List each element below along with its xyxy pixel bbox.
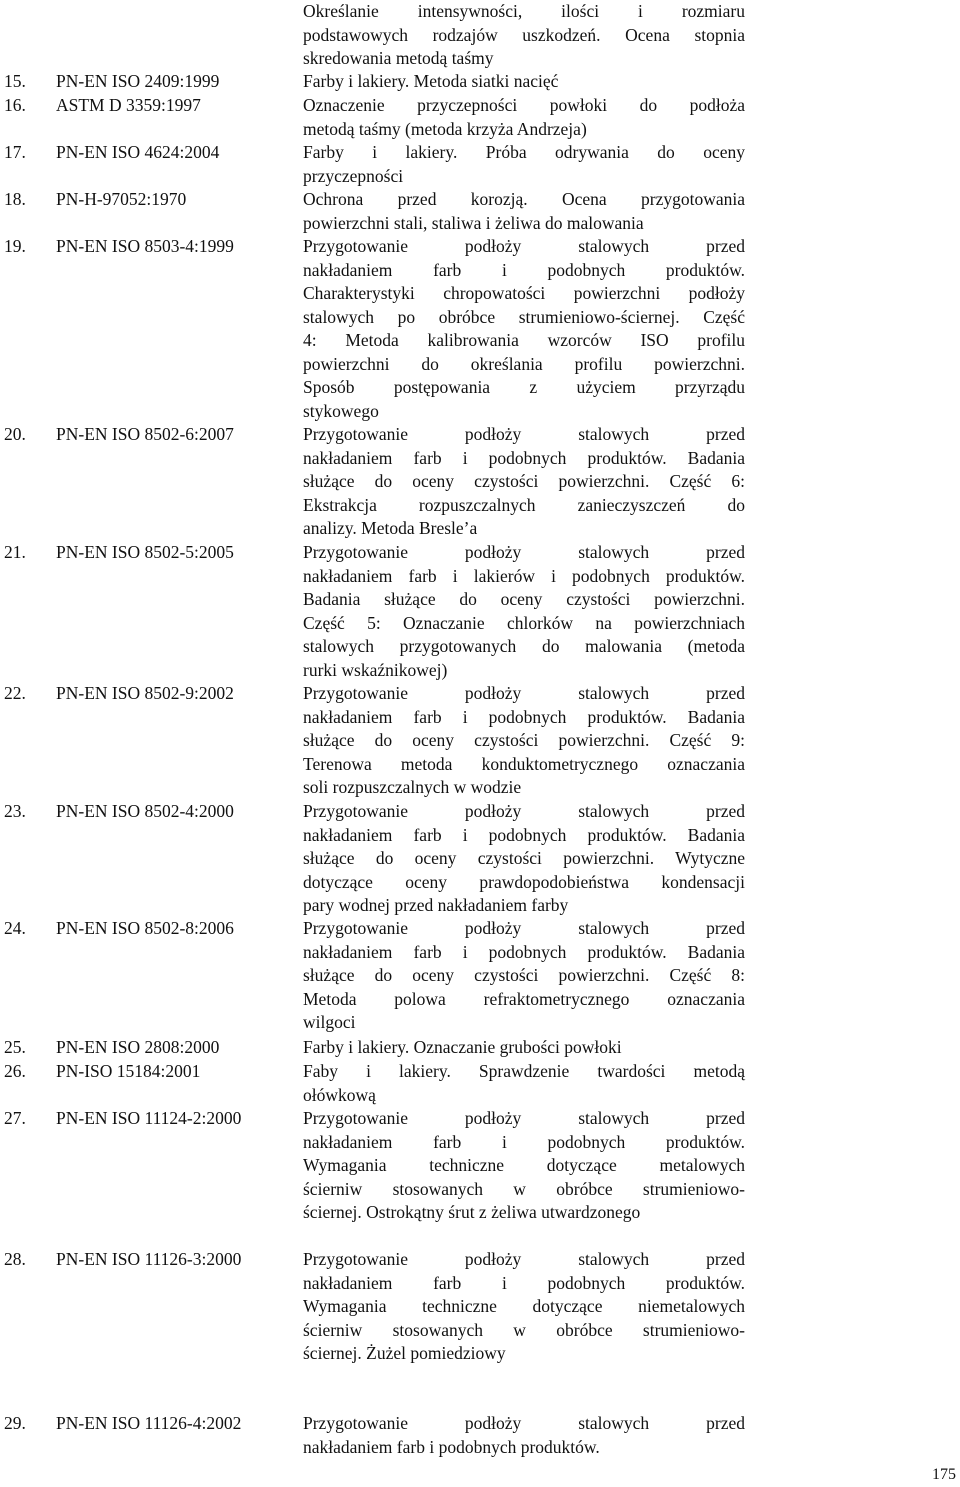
description-line: nakładaniem farb i lakierów i podobnych produktów. [303, 565, 745, 586]
standard-code: PN-EN ISO 11126-3:2000 [56, 1249, 242, 1269]
row-number: 16. [4, 95, 26, 115]
description-line: rurki wskaźnikowej) [303, 659, 448, 680]
description-line: nakładaniem farb i podobnych produktów. Badania [303, 941, 745, 962]
description-line: ściernej. Żużel pomiedziowy [303, 1343, 506, 1363]
row-number: 18. [4, 189, 26, 209]
description-line: ścierniw stosowanych w obróbce strumieniowo- [303, 1178, 745, 1199]
description-line: stykowego [303, 400, 379, 421]
row-number: 24. [4, 918, 26, 938]
standard-code: PN-ISO 15184:2001 [56, 1061, 201, 1081]
row-number: 20. [4, 424, 26, 444]
standard-description [303, 917, 745, 1035]
description-line: służące do oceny czystości powierzchni. Część 8: [303, 965, 745, 985]
description-line: Metoda polowa refraktometrycznego oznaczania [303, 988, 745, 1009]
description-line: nakładaniem farb i podobnych produktów. Badania [303, 447, 745, 468]
description-line: Ochrona przed korozją. Ocena przygotowania [303, 189, 745, 209]
description-line: Farby i lakiery. Metoda siatki nacięć [303, 71, 559, 91]
description-line: Farby i lakiery. Próba odrywania do oceny [303, 142, 745, 162]
standard-code: PN-EN ISO 8502-6:2007 [56, 424, 234, 444]
standard-code: PN-EN ISO 8502-5:2005 [56, 542, 234, 562]
description-line: Faby i lakiery. Sprawdzenie twardości metodą [303, 1061, 745, 1081]
description-line: metodą taśmy (metoda krzyża Andrzeja) [303, 118, 587, 139]
description-line: Badania służące do oceny czystości powierzchni. [303, 589, 745, 609]
description-line: Przygotowanie podłoży stalowych przed [303, 236, 745, 256]
description-line: Charakterystyki chropowatości powierzchni podłoży [303, 283, 745, 303]
row-number: 27. [4, 1108, 26, 1128]
standard-description [303, 141, 745, 188]
description-line: Wymagania techniczne dotyczące niemetalowych [303, 1296, 745, 1316]
row-number: 28. [4, 1249, 26, 1269]
standard-description [303, 70, 745, 94]
description-line: służące do oceny czystości powierzchni. Wytyczne [303, 848, 745, 868]
standard-code: PN-EN ISO 8503-4:1999 [56, 236, 234, 256]
standard-code: PN-EN ISO 11124-2:2000 [56, 1108, 242, 1128]
description-line: ścierniw stosowanych w obróbce strumieniowo- [303, 1319, 745, 1340]
standard-code: PN-EN ISO 4624:2004 [56, 142, 220, 162]
description-line: stalowych przygotowanych do malowania (metoda [303, 636, 745, 656]
description-line: Przygotowanie podłoży stalowych przed [303, 918, 745, 938]
standard-description [303, 94, 745, 141]
standard-code: PN-EN ISO 2409:1999 [56, 71, 220, 91]
row-number: 26. [4, 1061, 26, 1081]
description-line: pary wodnej przed nakładaniem farby [303, 895, 569, 915]
row-number: 19. [4, 236, 26, 256]
description-line: powierzchni do określania profilu powierzchni. [303, 353, 745, 374]
standard-description [303, 1248, 745, 1366]
description-line: nakładaniem farb i podobnych produktów. Badania [303, 706, 745, 727]
description-line: Przygotowanie podłoży stalowych przed [303, 1108, 745, 1128]
description-line: służące do oceny czystości powierzchni. Część 6: [303, 471, 745, 491]
row-number: 21. [4, 542, 26, 562]
description-line: Przygotowanie podłoży stalowych przed [303, 542, 745, 562]
standard-description [303, 1107, 745, 1225]
description-line: przyczepności [303, 165, 404, 186]
description-line: nakładaniem farb i podobnych produktów. [303, 1131, 745, 1152]
description-line: Sposób postępowania z użyciem przyrządu [303, 377, 745, 397]
standard-code: PN-EN ISO 11126-4:2002 [56, 1413, 242, 1433]
description-line: 4: Metoda kalibrowania wzorców ISO profilu [303, 330, 745, 350]
page-number: 175 [932, 1466, 956, 1483]
description-line: Przygotowanie podłoży stalowych przed [303, 1249, 745, 1269]
standard-description [303, 1036, 745, 1060]
description-line: soli rozpuszczalnych w wodzie [303, 777, 522, 797]
standard-description [303, 1412, 745, 1459]
description-line: Ekstrakcja rozpuszczalnych zanieczyszczeń do [303, 494, 745, 515]
row-number: 22. [4, 683, 26, 703]
standard-description [303, 1060, 745, 1107]
description-line: stalowych po obróbce strumieniowo-ściernej. Część [303, 306, 745, 327]
description-line: nakładaniem farb i podobnych produktów. Badania [303, 824, 745, 845]
description-line: Określanie intensywności, ilości i rozmiaru [303, 1, 745, 21]
description-line: Przygotowanie podłoży stalowych przed [303, 424, 745, 444]
row-number: 17. [4, 142, 26, 162]
standard-code: ASTM D 3359:1997 [56, 95, 201, 115]
row-number: 15. [4, 71, 26, 91]
standard-description [303, 0, 745, 71]
standard-description [303, 188, 745, 235]
standard-description [303, 800, 745, 918]
description-line: Część 5: Oznaczanie chlorków na powierzchniach [303, 612, 745, 633]
description-line: Terenowa metoda konduktometrycznego oznaczania [303, 753, 745, 774]
standard-code: PN-EN ISO 2808:2000 [56, 1037, 220, 1057]
description-line: Oznaczenie przyczepności powłoki do podłoża [303, 95, 745, 115]
standard-code: PN-EN ISO 8502-8:2006 [56, 918, 234, 938]
description-line: wilgoci [303, 1012, 356, 1032]
standard-description [303, 423, 745, 541]
description-line: Przygotowanie podłoży stalowych przed [303, 801, 745, 821]
description-line: służące do oceny czystości powierzchni. Część 9: [303, 730, 745, 750]
description-line: Farby i lakiery. Oznaczanie grubości powłoki [303, 1037, 622, 1057]
standard-code: PN-EN ISO 8502-9:2002 [56, 683, 234, 703]
description-line: ściernej. Ostrokątny śrut z żeliwa utwardzonego [303, 1202, 641, 1222]
standard-description [303, 235, 745, 423]
description-line: powierzchni stali, staliwa i żeliwa do malowania [303, 212, 644, 233]
description-line: skredowania metodą taśmy [303, 48, 494, 68]
description-line: podstawowych rodzajów uszkodzeń. Ocena stopnia [303, 24, 745, 45]
standard-description [303, 541, 745, 682]
description-line: nakładaniem farb i podobnych produktów. [303, 259, 745, 280]
standard-description [303, 682, 745, 800]
description-line: Wymagania techniczne dotyczące metalowych [303, 1155, 745, 1175]
row-number: 29. [4, 1413, 26, 1433]
description-line: Przygotowanie podłoży stalowych przed [303, 1413, 745, 1433]
description-line: dotyczące oceny prawdopodobieństwa kondensacji [303, 871, 745, 892]
standard-code: PN-EN ISO 8502-4:2000 [56, 801, 234, 821]
row-number: 25. [4, 1037, 26, 1057]
description-line: nakładaniem farb i podobnych produktów. [303, 1272, 745, 1293]
standard-code: PN-H-97052:1970 [56, 189, 187, 209]
description-line: nakładaniem farb i podobnych produktów. [303, 1436, 600, 1457]
description-line: analizy. Metoda Bresle’a [303, 518, 478, 538]
description-line: Przygotowanie podłoży stalowych przed [303, 683, 745, 703]
row-number: 23. [4, 801, 26, 821]
description-line: ołówkową [303, 1084, 376, 1105]
